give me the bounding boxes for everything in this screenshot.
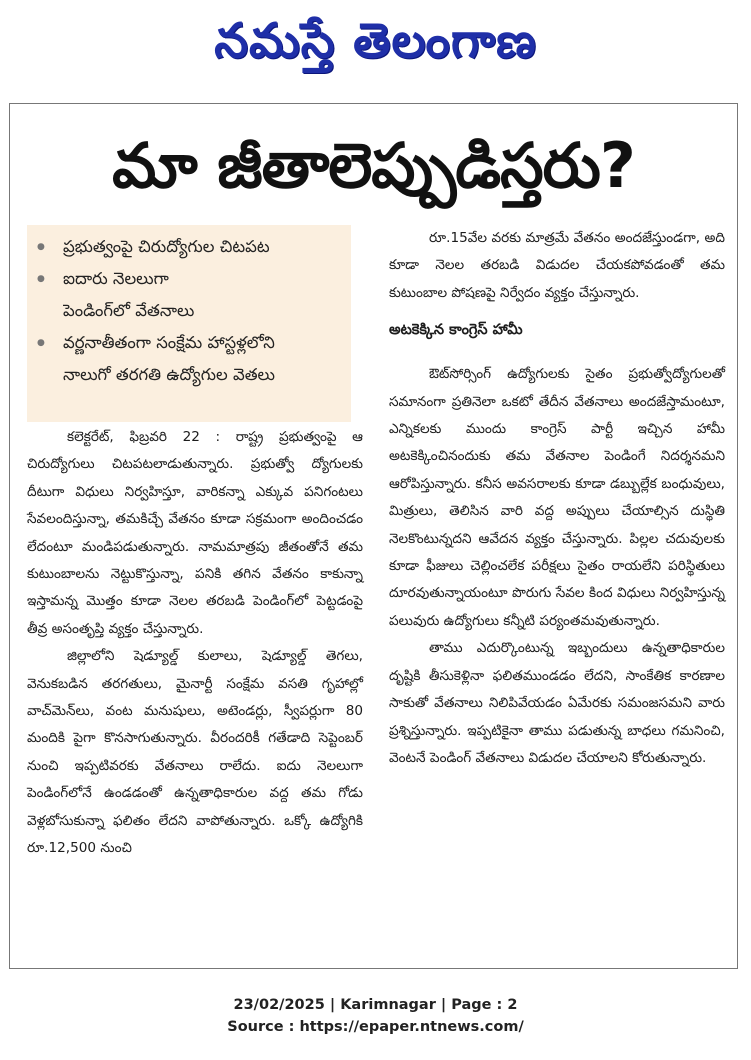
body-paragraph: తాము ఎదుర్కొంటున్న ఇబ్బందులు ఉన్నతాధికారుల దృష్టికి తీసుకెళ్లినా ఫలితముండడం లేదని, సాంకేతిక కారణాల సాకుతో వేతనాలు నిలిపివేయడం ఏమేరకు సమంజసమని వారు ప్రశ్నిస్తున్నారు. ఇప్పటికైనా తాము పడుతున్న బాధలు గమనించి, వెంటనే పెండింగ్ వేతనాలు విడుదల చేయాలని కోరుతున్నారు. xyxy=(389,640,725,766)
newspaper-logo: నమస్తే తెలంగాణ xyxy=(214,13,537,69)
article-subheading: అటకెక్కిన కాంగ్రెస్ హామీ xyxy=(389,322,523,339)
right-column xyxy=(389,225,725,772)
body-paragraph: రూ.15వేల వరకు మాత్రమే వేతనం అందజేస్తుండగా, అది కూడా నెలల తరబడి విడుదల చేయకపోవడంతో తమ కుటుంబాల పోషణపై నిర్వేదం వ్యక్తం చేస్తున్నారు. xyxy=(389,230,725,301)
highlight-item xyxy=(35,263,343,327)
highlight-line: నాలుగో తరగతి ఉద్యోగుల వెతలు xyxy=(63,365,275,384)
edition-info: 23/02/2025 | Karimnagar | Page : 2 xyxy=(233,997,518,1013)
highlight-line: ● ఐదారు నెలలుగా xyxy=(63,269,169,288)
highlight-item xyxy=(35,327,343,391)
body-paragraph: జిల్లాలోని షెడ్యూల్డ్ కులాలు, షెడ్యూల్డ్ తెగలు, వెనుకబడిన తరగతులు, మైనార్టీ సంక్షేమ వసతి గృహాల్లో వాచ్‌మెన్‌లు, వంట మనుషులు, అటెండర్లు, స్వీపర్లుగా 80 మందికి పైగా కొనసాగుతున్నారు. వీరందరికీ గతేడాది సెప్టెంబర్ నుంచి ఇప్పటివరకు వేతనాలు రాలేదు. ఐదు నెలలుగా పెండింగ్‌లోనే ఉండడంతో ఉన్నతాధికారుల వద్ద తమ గోడు వెళ్లబోసుకున్నా ఫలితం లేదని వాపోతున్నారు. ఒక్కో ఉద్యోగికి రూ.12,500 నుంచి xyxy=(27,648,363,857)
source-url: Source : https://epaper.ntnews.com/ xyxy=(227,1019,524,1035)
body-paragraph: ఔట్‌సోర్సింగ్ ఉద్యోగులకు సైతం ప్రభుత్వోద్యోగులతో సమానంగా ప్రతినెలా ఒకటో తేదీన వేతనాలు అందజేస్తామంటూ, ఎన్నికలకు ముందు కాంగ్రెస్ పార్టీ ఇచ్చిన హామీ అటకెక్కించినందుకు తమ వేతనాల పెండింగే నిదర్శనమని ఆరోపిస్తున్నారు. కనీస అవసరాలకు కూడా డబ్బుల్లేక బంధువులు, మిత్రులు, తెలిసిన వారి వద్ద అప్పులు చేయాల్సిన దుస్థితి నెలకొంటున్నదని ఆవేదన వ్యక్తం చేస్తున్నారు. పిల్లల చదువులకు కూడా ఫీజులు చెల్లించలేక పరీక్షలు సైతం రాయలేని పరిస్థితులు దూరవుతున్నాయంటూ పొరుగు సేవల కింద విధులు నిర్వహిస్తున్న పలువురు ఉద్యోగులు కన్నీటి పర్యంతమవుతున్నారు. xyxy=(389,366,725,629)
highlight-item xyxy=(35,231,343,263)
masthead xyxy=(0,8,751,78)
highlight-line: ● వర్ణనాతీతంగా సంక్షేమ హాస్టళ్లలోని xyxy=(63,333,275,352)
highlights-box xyxy=(27,225,351,422)
body-paragraph: కలెక్టరేట్, ఫిబ్రవరి 22 : రాష్ట్ర ప్రభుత్వంపై ఆ చిరుద్యోగులు చిటపటలాడుతున్నారు. ప్రభుత్వో ద్యోగులకు దీటుగా విధులు నిర్వహిస్తూ, వారికన్నా ఎక్కువ పనిగంటలు సేవలందిస్తున్నా, తమకిచ్చే వేతనం కూడా సక్రమంగా అందించడం లేదంటూ మండిపడుతున్నారు. నామమాత్రపు జీతంతోనే తమ కుటుంబాలను నెట్టుకొస్తున్నా, పనికి తగిన వేతనం కాకున్నా ఇస్తామన్న మొత్తం కూడా నెలల తరబడి పెండింగ్‌లో పెట్టడంపై తీవ్ర అసంతృప్తి వ్యక్తం చేస్తున్నారు. xyxy=(27,429,364,637)
highlight-line: ● ప్రభుత్వంపై చిరుద్యోగుల చిటపట xyxy=(63,237,270,256)
page-footer xyxy=(0,994,751,1038)
article-headline: మా జీతాలెప్పుడిస్తరు? xyxy=(112,129,635,202)
left-column xyxy=(27,424,363,863)
highlight-line: పెండింగ్‌లో వేతనాలు xyxy=(63,301,195,320)
